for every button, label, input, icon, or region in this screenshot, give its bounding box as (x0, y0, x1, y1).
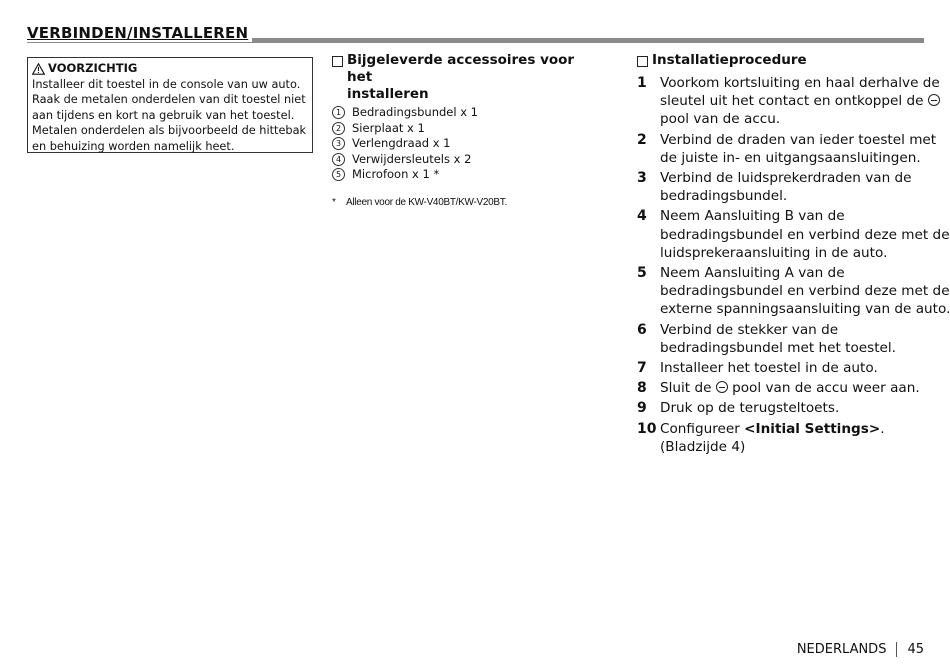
section-box-icon (332, 56, 343, 67)
step-text: bedradingsbundel en verbind deze met de (660, 226, 950, 243)
caution-box (27, 57, 313, 153)
procedure-step (637, 74, 940, 129)
accessories-section (332, 52, 602, 208)
procedure-section (637, 52, 950, 458)
procedure-step (637, 399, 927, 417)
step-text: Verbind de stekker van de (660, 321, 839, 338)
list-item (332, 121, 602, 137)
step-text: Configureer (660, 420, 745, 437)
step-text: Verbind de luidsprekerdraden van de (660, 170, 912, 187)
step-text: . (880, 420, 885, 437)
procedure-step (637, 169, 927, 205)
procedure-step (637, 207, 950, 262)
step-text: Neem Aansluiting B van de (660, 208, 845, 225)
caution-line: en behuizing worden namelijk heet. (32, 139, 235, 153)
procedure-step (637, 131, 937, 167)
footnote-mark: * (332, 196, 336, 208)
step-number: 1 (637, 75, 647, 91)
step-text: bedradingsbundel met het toestel. (660, 339, 896, 356)
circled-number-icon: 1 (332, 106, 345, 119)
procedure-title: Installatieprocedure (652, 52, 807, 68)
step-number: 4 (637, 208, 647, 225)
circled-number-icon: 5 (332, 168, 345, 181)
step-text: bedradingsbundel. (660, 188, 788, 205)
caution-line: Raak de metalen onderdelen van dit toestel niet (32, 93, 306, 106)
accessories-heading (332, 52, 602, 103)
procedure-heading (637, 52, 927, 69)
list-item (332, 105, 602, 121)
step-text: sleutel uit het contact en ontkoppel de (660, 93, 924, 110)
footnote (332, 197, 602, 208)
minus-terminal-icon (928, 94, 940, 106)
step-number: 6 (637, 321, 647, 338)
list-item (332, 152, 602, 168)
procedure-steps (637, 74, 950, 456)
step-text: bedradingsbundel en verbind deze met de (660, 283, 950, 300)
list-item-label: Verwijdersleutels x 2 (352, 151, 472, 166)
step-number: 8 (637, 380, 647, 397)
caution-text (32, 77, 308, 155)
step-text: pool van de accu. (660, 111, 781, 128)
accessories-title: Bijgeleverde accessoires voor het (347, 52, 575, 85)
list-item (332, 167, 602, 183)
initial-settings-label: <Initial Settings> (744, 420, 881, 437)
step-text: externe spanningsaansluiting van de auto. (660, 301, 950, 318)
warning-triangle-icon (32, 63, 45, 75)
circled-number-icon: 3 (332, 137, 345, 150)
caution-title: VOORZICHTIG (48, 61, 138, 75)
step-text: Installeer het toestel in de auto. (660, 360, 878, 377)
step-number: 10 (637, 420, 657, 437)
step-text: Druk op de terugsteltoets. (660, 400, 840, 417)
step-text: Voorkom kortsluiting en haal derhalve de (660, 75, 940, 91)
procedure-step (637, 321, 927, 357)
caution-heading (32, 61, 308, 77)
list-item-label: Microfoon x 1 * (352, 167, 440, 181)
caution-line: aan tijdens en kort na gebruik van het toestel. (32, 108, 295, 122)
list-item-label: Verlengdraad x 1 (352, 136, 451, 150)
list-item-label: Bedradingsbundel x 1 (352, 105, 478, 119)
footnote-text: Alleen voor de KW-V40BT/KW-V20BT. (346, 196, 507, 208)
procedure-step (637, 379, 927, 397)
step-number: 3 (637, 170, 647, 187)
page-number: 45 (907, 642, 924, 657)
circled-number-icon: 4 (332, 153, 345, 166)
procedure-step (637, 264, 950, 319)
caution-line: Installeer dit toestel in de console van uw auto. (32, 77, 301, 91)
step-text: pool van de accu weer aan. (732, 380, 920, 397)
step-text: Verbind de draden van ieder toestel met (660, 131, 937, 148)
step-text: Sluit de (660, 380, 712, 397)
step-text: luidsprekeraansluiting in de auto. (660, 244, 888, 261)
page-footer (797, 642, 924, 657)
step-number: 7 (637, 360, 647, 377)
caution-line: Metalen onderdelen als bijvoorbeeld de hittebak (32, 124, 307, 137)
accessories-title-cont: installeren (347, 86, 429, 102)
step-number: 5 (637, 265, 647, 282)
step-number: 2 (637, 131, 647, 148)
accessories-list (332, 105, 602, 183)
page-reference: (Bladzijde 4) (660, 438, 746, 455)
section-box-icon (637, 56, 648, 67)
procedure-step (637, 359, 927, 377)
minus-terminal-icon (716, 381, 728, 393)
page-title: VERBINDEN/INSTALLEREN (27, 24, 252, 42)
circled-number-icon: 2 (332, 122, 345, 135)
step-text: de juiste in- en uitgangsaansluitingen. (660, 149, 921, 166)
page-header (27, 24, 924, 44)
procedure-step (637, 420, 927, 456)
list-item-label: Sierplaat x 1 (352, 120, 425, 135)
step-number: 9 (637, 400, 647, 417)
footer-divider (896, 642, 897, 657)
footer-language: NEDERLANDS (796, 642, 887, 657)
list-item (332, 136, 602, 152)
step-text: Neem Aansluiting A van de (660, 265, 845, 282)
